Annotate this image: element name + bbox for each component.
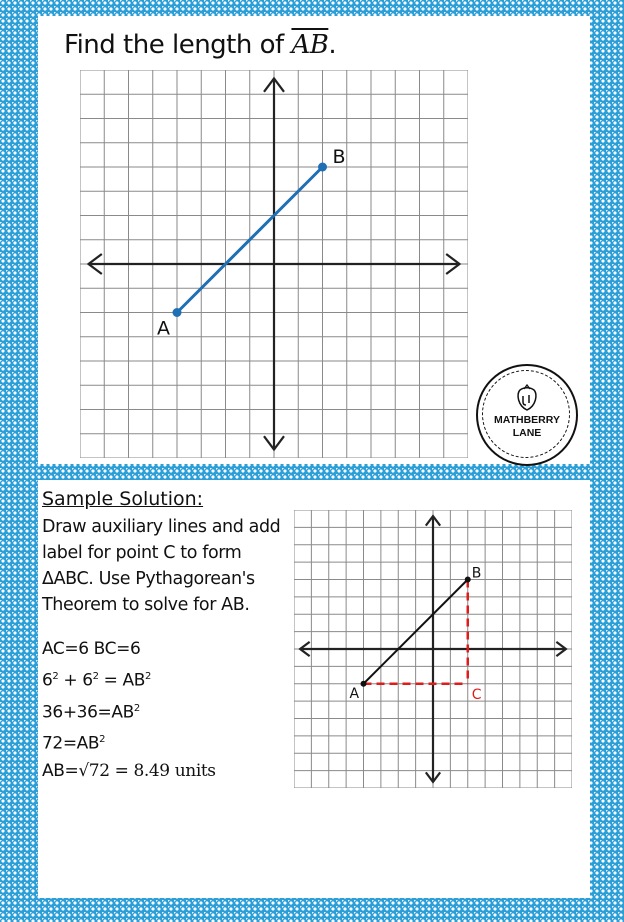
step-4 — [42, 726, 292, 758]
point-b-label: B — [471, 565, 482, 582]
point-b-label: B — [332, 146, 346, 168]
step-2 — [42, 663, 292, 695]
axes — [300, 516, 566, 782]
solution-steps — [42, 636, 292, 785]
problem-panel — [38, 16, 590, 464]
coordinate-grid-problem — [80, 70, 468, 458]
step-3-term: 36+36=AB — [42, 702, 134, 723]
logo-line-1: MATHBERRY — [494, 414, 560, 426]
step-2-exp: 2 — [145, 671, 151, 682]
solution-heading: Sample Solution: — [42, 488, 204, 510]
description-line: ΔABC. Use Pythagorean's — [42, 569, 255, 589]
mathberry-lane-logo — [476, 364, 578, 466]
step-2-term: 6 — [42, 670, 53, 691]
point-a — [173, 308, 182, 317]
berry-icon — [512, 384, 542, 412]
step-3 — [42, 695, 292, 727]
step-5 — [42, 758, 292, 785]
point-a — [361, 681, 367, 687]
step-2-exp: 2 — [52, 671, 59, 682]
point-c-label: C — [471, 686, 482, 703]
point-b — [465, 577, 471, 583]
step-5-radical: √72 — [78, 760, 110, 781]
description-line: label for point C to form — [42, 543, 242, 563]
step-2-term: = AB — [98, 670, 145, 691]
point-a-label: A — [157, 317, 170, 340]
description-line: Theorem to solve for AB. — [42, 595, 250, 615]
prompt-text: Find the length of — [64, 30, 284, 60]
solution-text — [42, 488, 292, 785]
point-b — [318, 163, 327, 172]
logo-text — [478, 414, 576, 440]
problem-title — [64, 30, 336, 60]
description-line: Draw auxiliary lines and add — [42, 517, 281, 537]
step-2-term: + 6 — [58, 670, 93, 691]
step-4-term: 72=AB — [42, 733, 100, 754]
point-a-label: A — [349, 685, 360, 702]
step-3-exp: 2 — [133, 702, 140, 714]
coordinate-grid-solution — [294, 510, 572, 788]
step-5-result: = 8.49 units — [109, 760, 216, 781]
solution-panel — [38, 480, 590, 898]
logo-line-2: LANE — [512, 427, 542, 439]
step-4-exp: 2 — [99, 734, 106, 746]
step-5-term: AB= — [42, 760, 79, 781]
solution-description — [42, 514, 292, 618]
step-1: AC=6 BC=6 — [42, 639, 141, 659]
segment-label: $\overline{AB}$ — [291, 30, 329, 60]
axes — [88, 78, 459, 449]
step-2-exp: 2 — [92, 671, 99, 682]
title-period: . — [328, 30, 337, 60]
